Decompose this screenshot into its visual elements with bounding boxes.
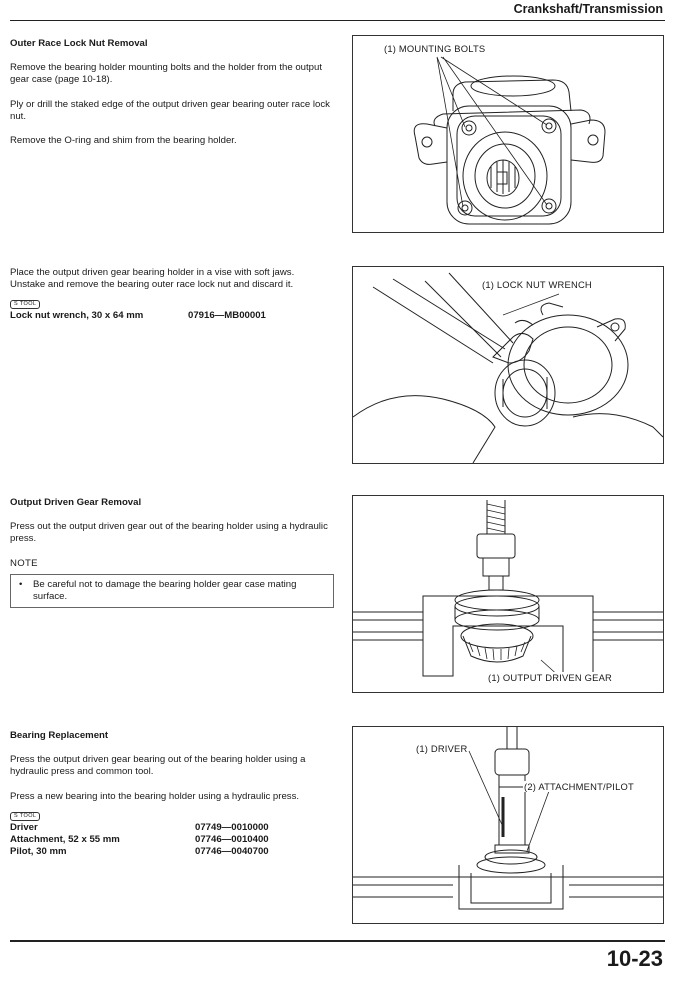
bearing-press-drawing bbox=[353, 727, 663, 923]
tool-row bbox=[10, 834, 332, 846]
tool-number: 07749—0010000 bbox=[195, 821, 269, 833]
callout-label: (2) ATTACHMENT/PILOT bbox=[524, 781, 634, 792]
figure-output-driven-gear bbox=[352, 495, 664, 693]
note-box bbox=[10, 574, 334, 608]
figure-lock-nut-wrench bbox=[352, 266, 664, 464]
paragraph: Place the output driven gear bearing holder in a vise with soft jaws. bbox=[10, 267, 295, 278]
special-tool-badge: S TOOL bbox=[10, 812, 40, 821]
tool-name: Driver bbox=[10, 821, 38, 833]
header-rule bbox=[10, 20, 665, 21]
hydraulic-press-drawing bbox=[353, 496, 663, 692]
section-bearing-replacement bbox=[10, 730, 332, 858]
paragraph: Ply or drill the staked edge of the output driven gear bearing outer race lock nut. bbox=[10, 98, 330, 122]
section-driven-gear-removal bbox=[10, 497, 332, 608]
note-text: Be careful not to damage the bearing holder gear case mating surface. bbox=[33, 578, 297, 603]
section-title: Output Driven Gear Removal bbox=[10, 497, 142, 508]
tool-name: Lock nut wrench, 30 x 64 mm bbox=[10, 310, 144, 322]
paragraph: Remove the bearing holder mounting bolts and the holder from the output gear case (page 10-18). bbox=[10, 62, 322, 86]
figure-bearing-driver bbox=[352, 726, 664, 924]
note-label: NOTE bbox=[10, 557, 38, 569]
tool-number: 07746—0010400 bbox=[195, 834, 269, 846]
tool-row bbox=[10, 310, 332, 322]
paragraph: Press the output driven gear bearing out of the bearing holder using a hydraulic press and common tool. bbox=[10, 754, 306, 778]
paragraph: Press a new bearing into the bearing holder using a hydraulic press. bbox=[10, 790, 300, 802]
tool-name: Pilot, 30 mm bbox=[10, 846, 67, 858]
bullet: • bbox=[19, 578, 23, 590]
figure-mounting-bolts bbox=[352, 35, 664, 233]
paragraph: Remove the O-ring and shim from the bearing holder. bbox=[10, 135, 237, 147]
tool-row bbox=[10, 846, 332, 858]
wrench-drawing bbox=[353, 267, 663, 463]
tool-number: 07746—0040700 bbox=[195, 846, 269, 858]
section-title: Outer Race Lock Nut Removal bbox=[10, 38, 148, 49]
header-title: Crankshaft/Transmission bbox=[513, 2, 663, 16]
section-lock-nut-removal bbox=[10, 38, 332, 159]
paragraph: Press out the output driven gear out of the bearing holder using a hydraulic press. bbox=[10, 521, 328, 545]
callout-label: (1) OUTPUT DRIVEN GEAR bbox=[488, 672, 613, 683]
page-number: 10-23 bbox=[606, 946, 663, 971]
callout-label: (1) DRIVER bbox=[416, 743, 468, 754]
tool-name: Attachment, 52 x 55 mm bbox=[10, 834, 120, 846]
paragraph: Unstake and remove the bearing outer race lock nut and discard it. bbox=[10, 279, 294, 291]
callout-label: (1) LOCK NUT WRENCH bbox=[482, 279, 592, 290]
tool-number: 07916—MB00001 bbox=[188, 310, 266, 322]
section-title: Bearing Replacement bbox=[10, 730, 109, 741]
section-unstake-lock-nut bbox=[10, 267, 332, 323]
footer-rule bbox=[10, 940, 665, 942]
callout-label: (1) MOUNTING BOLTS bbox=[384, 43, 486, 54]
gear-case-drawing bbox=[353, 36, 663, 232]
special-tool-badge: S TOOL bbox=[10, 300, 40, 309]
tool-row bbox=[10, 822, 332, 834]
